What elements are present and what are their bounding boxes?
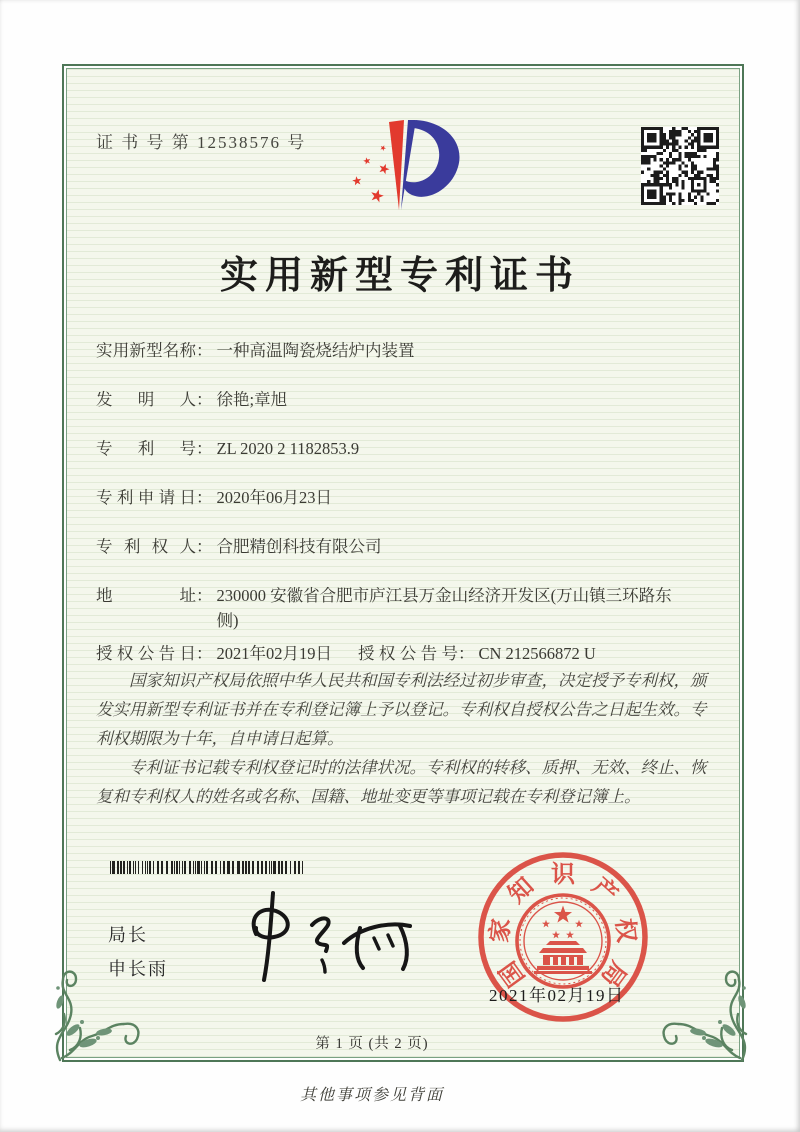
field-value: 2020年06月23日 — [216, 488, 332, 507]
field-value: 合肥精创科技有限公司 — [216, 537, 382, 556]
barcode-icon — [110, 861, 306, 874]
field-label: 发明人 — [96, 390, 196, 409]
field-colon: ： — [196, 537, 213, 556]
field-colon: ： — [196, 341, 213, 360]
svg-text:家: 家 — [487, 917, 516, 944]
field-value: 2021年02月19日 — [216, 644, 332, 663]
field-value: 徐艳;章旭 — [216, 390, 288, 409]
signer-block — [108, 918, 168, 986]
back-note: 其他事项参见背面 — [299, 1087, 444, 1104]
field-label: 授权公告日 — [96, 644, 196, 663]
field-label: 实用新型名称 — [96, 341, 196, 360]
field-row — [96, 436, 708, 461]
field-colon: ： — [196, 439, 213, 458]
svg-text:局: 局 — [595, 956, 631, 991]
page-number: 第 1 页 (共 2 页) — [315, 1036, 429, 1052]
field-label: 授权公告号 — [358, 644, 458, 663]
svg-text:产: 产 — [586, 873, 623, 909]
certificate-number: 证 书 号 第 12538576 号 — [96, 133, 307, 152]
field-row — [96, 534, 708, 559]
field-row — [96, 641, 708, 666]
field-value: 230000 安徽省合肥市庐江县万金山经济开发区(万山镇三环路东侧) — [216, 586, 672, 630]
field-value: ZL 2020 2 1182853.9 — [216, 439, 360, 458]
field-row — [96, 387, 708, 412]
svg-text:国: 国 — [495, 956, 531, 991]
field-colon: ： — [458, 644, 475, 663]
field-row — [96, 338, 708, 363]
field-row — [96, 583, 708, 633]
legal-paragraph: 专利证书记载专利权登记时的法律状况。专利权的转移、质押、无效、终止、恢复和专利权人的姓名或名称、国籍、地址变更等事项记载在专利登记簿上。 — [96, 758, 707, 806]
legal-paragraphs — [96, 666, 708, 811]
field-label: 专利号 — [96, 439, 196, 458]
handwritten-signature-icon — [228, 888, 418, 993]
field-colon: ： — [196, 488, 213, 507]
signer-title: 局长 — [108, 925, 148, 945]
qr-code-icon — [641, 127, 719, 205]
fields — [96, 338, 708, 690]
svg-text:权: 权 — [610, 917, 639, 944]
signer-name: 申长雨 — [108, 959, 168, 979]
svg-text:知: 知 — [503, 873, 540, 909]
cnipa-logo-icon — [335, 110, 465, 230]
legal-paragraph: 国家知识产权局依照中华人民共和国专利法经过初步审查，决定授予专利权，颁发实用新型专利证书并在专利登记簿上予以登记。专利权自授权公告之日起生效。专利权期限为十年，自申请日起算。 — [96, 671, 707, 748]
field-colon: ： — [196, 390, 213, 409]
field-label: 专利权人 — [96, 537, 196, 556]
field-row — [96, 485, 708, 510]
field-label: 地址 — [96, 586, 196, 605]
field-value: 一种高温陶瓷烧结炉内装置 — [216, 341, 415, 360]
certificate-title: 实用新型专利证书 — [219, 255, 580, 297]
field-colon: ： — [196, 644, 213, 663]
field-label: 专利申请日 — [96, 488, 196, 507]
svg-text:识: 识 — [551, 862, 575, 888]
field-colon: ： — [196, 586, 213, 605]
field-value: CN 212566872 U — [478, 644, 596, 663]
issue-date: 2021年02月19日 — [489, 986, 625, 1005]
